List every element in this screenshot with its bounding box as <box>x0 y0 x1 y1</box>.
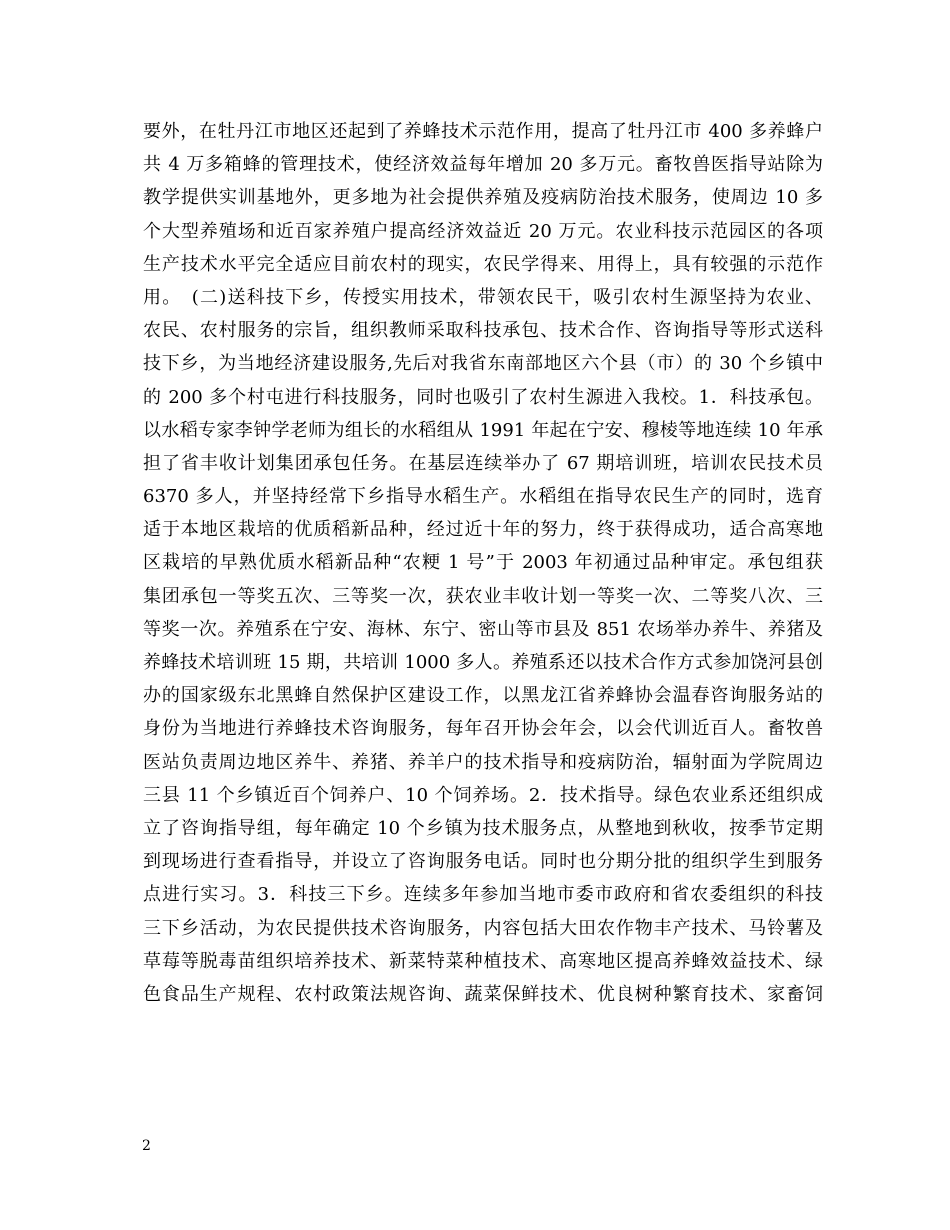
text-line: 生产技术水平完全适应目前农村的现实，农民学得来、用得上，具有较强的示范作 <box>143 253 823 275</box>
text-line: 色食品生产规程、农村政策法规咨询、蔬菜保鲜技术、优良树种繁育技术、家畜饲 <box>143 983 823 1005</box>
text-line: 到现场进行查看指导，并设立了咨询服务电话。同时也分期分批的组织学生到服务 <box>143 851 823 873</box>
text-line: 草莓等脱毒苗组织培养技术、新菜特菜种植技术、高寒地区提高养蜂效益技术、绿 <box>143 950 823 972</box>
text-line: 医站负责周边地区养牛、养猪、养羊户的技术指导和疫病防治，辐射面为学院周边 <box>143 751 823 773</box>
page-number: 2 <box>142 1138 151 1154</box>
text-line: 养蜂技术培训班 15 期，共培训 1000 多人。养殖系还以技术合作方式参加饶河县创 <box>143 652 823 673</box>
text-line: 6370 多人，并坚持经常下乡指导水稻生产。水稻组在指导农民生产的同时，选育 <box>143 486 823 508</box>
text-line: 立了咨询指导组，每年确定 10 个乡镇为技术服务点，从整地到秋收，按季节定期 <box>143 817 823 839</box>
text-line: 集团承包一等奖五次、三等奖一次，获农业丰收计划一等奖一次、二等奖八次、三 <box>143 585 823 607</box>
text-line: 教学提供实训基地外，更多地为社会提供养殖及疫病防治技术服务，使周边 10 多 <box>143 187 823 209</box>
text-line: 三下乡活动，为农民提供技术咨询服务，内容包括大田农作物丰产技术、马铃薯及 <box>143 917 823 939</box>
text-line: 点进行实习。3．科技三下乡。连续多年参加当地市委市政府和省农委组织的科技 <box>143 884 823 906</box>
text-line: 以水稻专家李钟学老师为组长的水稻组从 1991 年起在宁安、穆棱等地连续 10 年承 <box>143 419 823 441</box>
text-line: 适于本地区栽培的优质稻新品种，经过近十年的努力，终于获得成功，适合高寒地 <box>143 519 823 541</box>
body-text <box>143 115 823 1011</box>
text-line: 身份为当地进行养蜂技术咨询服务，每年召开协会年会，以会代训近百人。畜牧兽 <box>143 718 823 740</box>
text-line: 区栽培的早熟优质水稻新品种“农粳 1 号”于 2003 年初通过品种审定。承包组获 <box>143 552 823 574</box>
text-line: 的 200 多个村屯进行科技服务，同时也吸引了农村生源进入我校。1．科技承包。 <box>143 386 823 408</box>
text-line: 技下乡，为当地经济建设服务,先后对我省东南部地区六个县（市）的 30 个乡镇中 <box>143 353 823 375</box>
text-line: 用。 (二)送科技下乡，传授实用技术，带领农民干，吸引农村生源坚持为农业、 <box>143 286 823 308</box>
text-line: 共 4 万多箱蜂的管理技术，使经济效益每年增加 20 多万元。畜牧兽医指导站除为 <box>143 154 823 176</box>
text-line: 三县 11 个乡镇近百个饲养户、10 个饲养场。2．技术指导。绿色农业系还组织成 <box>143 784 823 806</box>
text-line: 办的国家级东北黑蜂自然保护区建设工作，以黑龙江省养蜂协会温春咨询服务站的 <box>143 685 823 707</box>
text-line: 等奖一次。养殖系在宁安、海林、东宁、密山等市县及 851 农场举办养牛、养猪及 <box>143 618 823 640</box>
text-line: 担了省丰收计划集团承包任务。在基层连续举办了 67 期培训班，培训农民技术员 <box>143 452 823 474</box>
text-line: 个大型养殖场和近百家养殖户提高经济效益近 20 万元。农业科技示范园区的各项 <box>143 220 823 242</box>
text-line: 要外，在牡丹江市地区还起到了养蜂技术示范作用，提高了牡丹江市 400 多养蜂户 <box>143 121 823 142</box>
text-line: 农民、农村服务的宗旨，组织教师采取科技承包、技术合作、咨询指导等形式送科 <box>143 320 823 342</box>
